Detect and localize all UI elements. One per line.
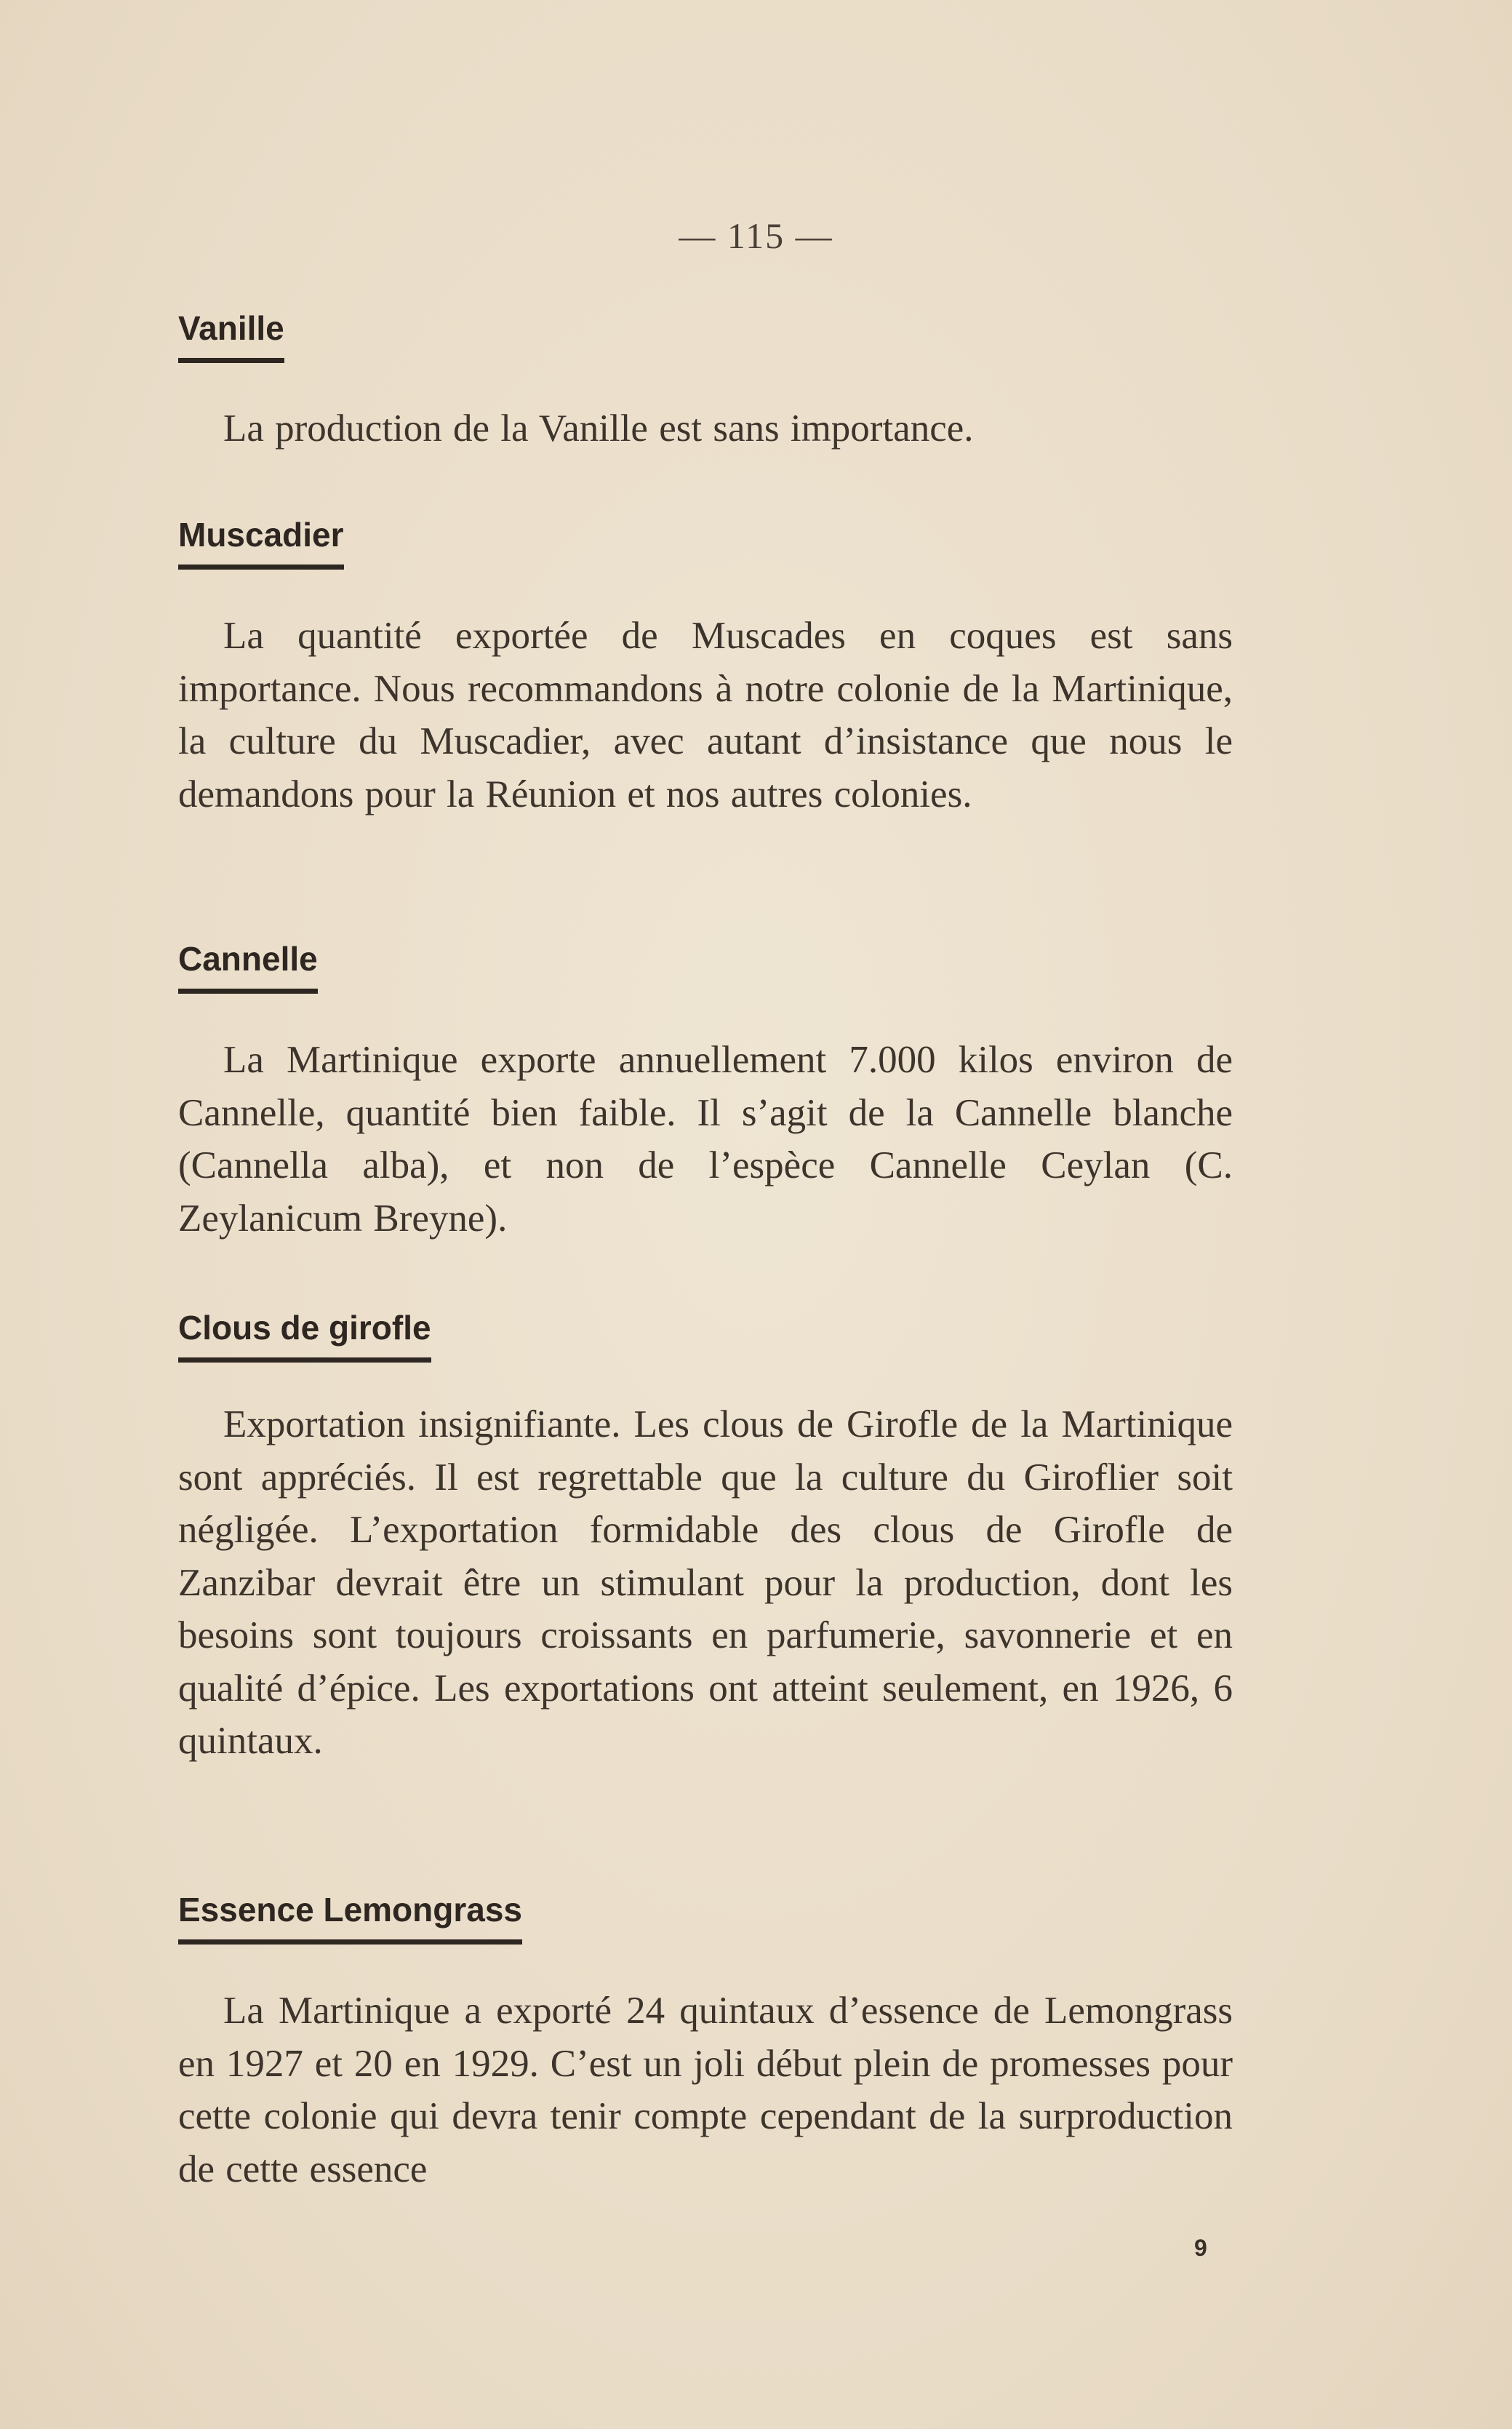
paragraph-cannelle: La Martinique exporte annuellement 7.000 kilos environ de Cannelle, quantité bien faible. Il s’agit de la Cannelle blanche (Cannella alba), et non de l’espèce Cannelle Ceylan (C. Zeylanicum Breyne). bbox=[178, 1039, 1233, 1240]
heading-muscadier: Muscadier bbox=[178, 518, 344, 570]
heading-clous-de-girofle: Clous de girofle bbox=[178, 1311, 431, 1363]
paragraph-essence-lemongrass: La Martinique a exporté 24 quintaux d’essence de Lemongrass en 1927 et 20 en 1929. C’est un joli début plein de promesses pour cette colonie qui devra tenir compte cependant de la surproduction de cette essence bbox=[178, 1990, 1233, 2190]
page-number: — 115 — bbox=[679, 215, 833, 256]
heading-cannelle: Cannelle bbox=[178, 942, 318, 994]
signature-mark: 9 bbox=[1194, 2235, 1207, 2261]
paragraph-clous-de-girofle: Exportation insignifiante. Les clous de Girofle de la Martinique sont appréciés. Il est regrettable que la culture du Giroflier soit négligée. L’exportation formidable des clous de Girofle de Zanzibar devrait être un stimulant pour la production, dont les besoins sont toujours croissants en parfumerie, savonnerie et en qualité d’épice. Les exportations ont atteint seulement, en 1926, 6 quintaux. bbox=[178, 1403, 1233, 1762]
heading-essence-lemongrass: Essence Lemongrass bbox=[178, 1893, 522, 1945]
paragraph-vanille: La production de la Vanille est sans importance. bbox=[223, 407, 974, 450]
paragraph-muscadier: La quantité exportée de Muscades en coques est sans importance. Nous recommandons à notre colonie de la Martinique, la culture du Muscadier, avec autant d’insistance que nous le demandons pour la Réunion et nos autres colonies. bbox=[178, 615, 1233, 815]
heading-vanille: Vanille bbox=[178, 311, 284, 363]
